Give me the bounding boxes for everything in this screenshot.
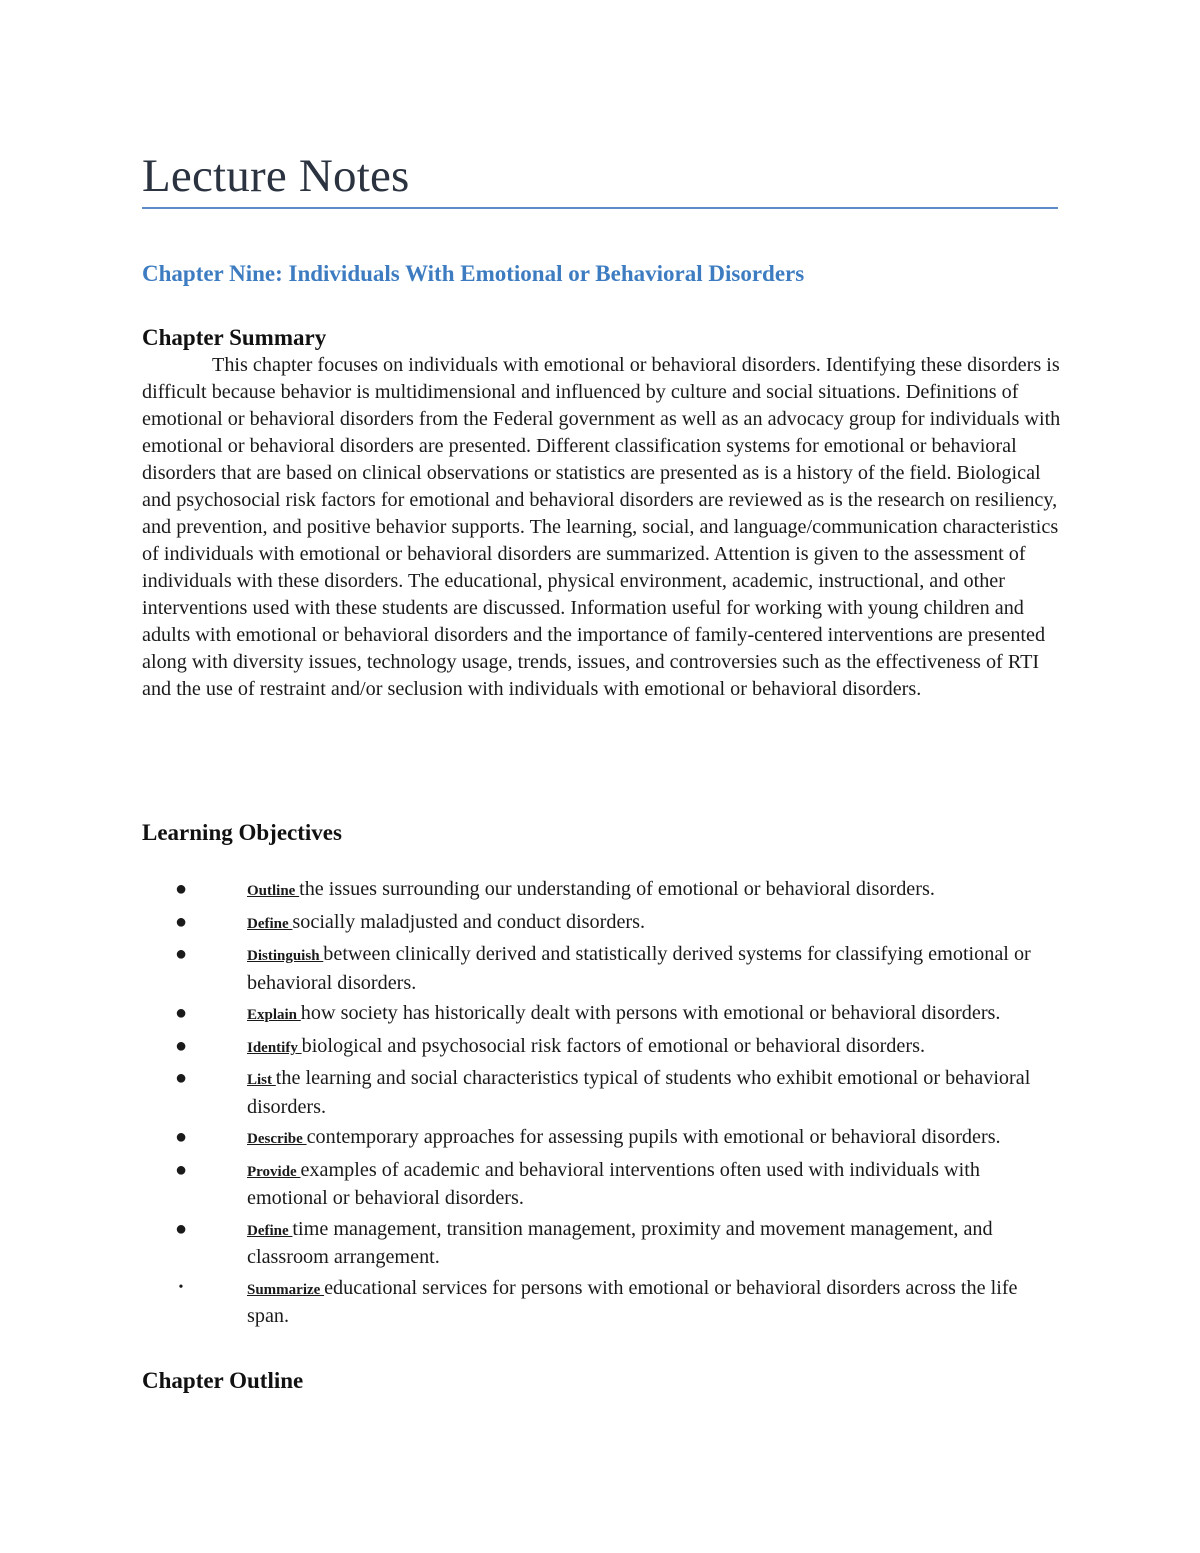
bullet-icon: ●	[175, 910, 188, 933]
objective-text: examples of academic and behavioral interventions often used with individuals with emotional or behavioral disorders.	[247, 1158, 980, 1209]
chapter-summary-text: This chapter focuses on individuals with emotional or behavioral disorders. Identifying these disorders is difficult because behavior is multidimensional and influenced by culture and social situations. Definitions of emotional or behavioral disorders from the Federal government as well as an advocacy group for individuals with emotional or behavioral disorders are presented. Different classification systems for emotional or behavioral disorders that are based on clinical observations or statistics are presented as is a history of the field. Biological and psychosocial risk factors for emotional and behavioral disorders are reviewed as is the research on resiliency, and prevention, and positive behavior supports. The learning, social, and language/communication characteristics of individuals with emotional or behavioral disorders are summarized. Attention is given to the assessment of individuals with these disorders. The educational, physical environment, academic, instructional, and other interventions used with these students are discussed. Information useful for working with young children and adults with emotional or behavioral disorders and the importance of family-centered interventions are presented along with diversity issues, technology usage, trends, issues, and controversies such as the effectiveness of RTI and the use of restraint and/or seclusion with individuals with emotional or behavioral disorders.	[142, 354, 1061, 700]
objective-item	[142, 1216, 1062, 1271]
objective-text: how society has historically dealt with persons with emotional or behavioral disorders.	[300, 1002, 1001, 1024]
bullet-icon: ●	[175, 1002, 188, 1024]
title-divider	[142, 207, 1058, 209]
objective-item	[142, 909, 1062, 938]
objective-item	[142, 1275, 1062, 1330]
objective-item	[142, 1157, 1062, 1212]
bullet-icon: ●	[175, 1217, 188, 1240]
chapter-outline-heading: Chapter Outline	[142, 1368, 304, 1393]
learning-objectives-list	[142, 876, 1062, 1334]
objective-item	[142, 1000, 1062, 1029]
objective-verb: Define	[247, 915, 293, 932]
objective-text: educational services for persons with emotional or behavioral disorders across the life span.	[247, 1276, 1018, 1327]
objective-verb: List	[247, 1072, 276, 1088]
chapter-summary-heading: Chapter Summary	[142, 325, 327, 350]
objective-verb: Provide	[247, 1163, 301, 1180]
objective-text: biological and psychosocial risk factors of emotional or behavioral disorders.	[301, 1034, 925, 1057]
bullet-icon: ●	[175, 1067, 188, 1089]
objective-item	[142, 876, 1062, 905]
objective-verb: Outline	[247, 883, 300, 899]
chapter-heading: Chapter Nine: Individuals With Emotional or Behavioral Disorders	[142, 261, 805, 286]
objective-text: between clinically derived and statistically derived systems for classifying emotional or behavioral disorders.	[247, 943, 1031, 994]
objective-item	[142, 1065, 1062, 1120]
objective-item	[142, 1033, 1062, 1062]
objective-text: contemporary approaches for assessing pupils with emotional or behavioral disorders.	[306, 1126, 1001, 1148]
objective-text: the learning and social characteristics typical of students who exhibit emotional or behavioral disorders.	[247, 1067, 1031, 1118]
bullet-icon: ●	[175, 1034, 188, 1057]
objective-text: time management, transition management, proximity and movement management, and classroom arrangement.	[247, 1217, 993, 1268]
objective-verb: Explain	[247, 1007, 301, 1023]
bullet-icon: ●	[175, 1158, 188, 1181]
objective-verb: Describe	[247, 1131, 307, 1147]
objective-verb: Distinguish	[247, 948, 324, 964]
objective-verb: Define	[247, 1222, 293, 1239]
objective-text: socially maladjusted and conduct disorders.	[292, 910, 646, 933]
bullet-icon: ●	[175, 878, 188, 900]
bullet-icon: ●	[175, 1126, 188, 1148]
objective-verb: Summarize	[247, 1281, 325, 1298]
bullet-icon: •	[178, 1279, 184, 1295]
objective-text: the issues surrounding our understanding of emotional or behavioral disorders.	[299, 878, 935, 900]
objective-verb: Identify	[247, 1039, 302, 1056]
objective-item	[142, 1124, 1062, 1153]
objective-item	[142, 941, 1062, 996]
bullet-icon: ●	[175, 943, 188, 965]
learning-objectives-heading: Learning Objectives	[142, 820, 342, 845]
document-title: Lecture Notes	[142, 150, 410, 202]
